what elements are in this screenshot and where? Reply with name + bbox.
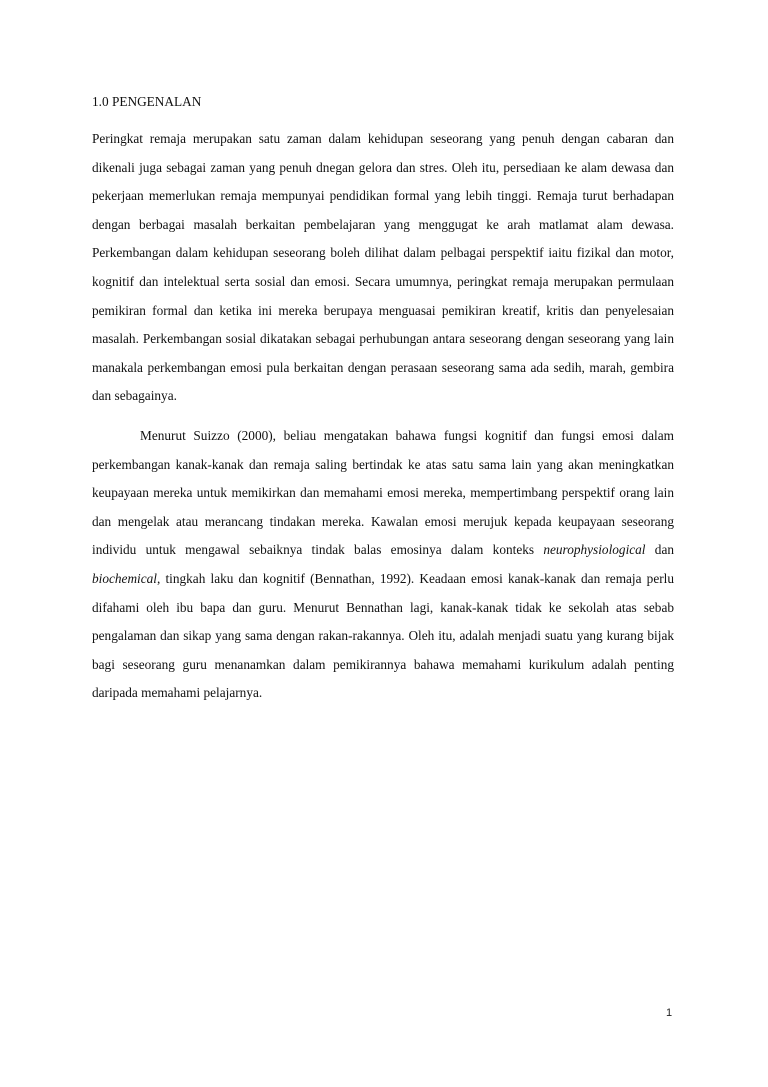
paragraph-suizzo bbox=[92, 422, 674, 708]
paragraph-text: , tingkah laku dan kognitif (Bennathan, 1992). Keadaan emosi kanak-kanak dan remaja perlu difahami oleh ibu bapa dan guru. Menurut Bennathan lagi, kanak-kanak tidak ke sekolah atas sebab pengalaman dan sikap yang sama dengan rakan-rakannya. Oleh itu, adalah menjadi suatu yang kurang bijak bagi seseorang guru menanamkan dalam pemikirannya bahawa memahami kurikulum adalah penting daripada memahami pelajarnya. bbox=[92, 570, 674, 701]
page-number: 1 bbox=[666, 1007, 673, 1019]
section-heading: 1.0 PENGENALAN bbox=[92, 94, 202, 109]
italic-term-biochemical: biochemical bbox=[92, 570, 157, 586]
paragraph-intro: Peringkat remaja merupakan satu zaman dalam kehidupan seseorang yang penuh dengan cabaran dan dikenali juga sebagai zaman yang penuh dnegan gelora dan stres. Oleh itu, persediaan ke alam dewasa dan pekerjaan memerlukan remaja mempunyai pendidikan formal yang lebih tinggi. Remaja turut berhadapan dengan berbagai masalah berkaitan pembelajaran yang menggugat ke arah matlamat alam dewasa. Perkembangan dalam kehidupan seseorang boleh dilihat dalam pelbagai perspektif iaitu fizikal dan motor, kognitif dan intelektual serta sosial dan emosi. Secara umumnya, peringkat remaja merupakan permulaan pemikiran formal dan ketika ini mereka berupaya menguasai pemikiran kreatif, kritis dan penyelesaian masalah. Perkembangan sosial dikatakan sebagai perhubungan antara seseorang dengan seseorang yang lain manakala perkembangan emosi pula berkaitan dengan perasaan seseorang sama ada sedih, marah, gembira dan sebagainya. bbox=[92, 131, 674, 404]
paragraph-text: dan bbox=[645, 542, 674, 558]
page-content bbox=[92, 92, 674, 719]
paragraph-text: Menurut Suizzo (2000), beliau mengatakan bahawa fungsi kognitif dan fungsi emosi dalam perkembangan kanak-kanak dan remaja saling bertindak ke atas satu sama lain yang akan meningkatkan keupayaan mereka untuk memikirkan dan memahami emosi mereka, mempertimbang perspektif orang lain dan mengelak atau merancang tindakan mereka. Kawalan emosi merujuk kepada keupayaan seseorang individu untuk mengawal sebaiknya tindak balas emosinya dalam konteks bbox=[92, 427, 674, 558]
italic-term-neurophysiological: neurophysiological bbox=[543, 542, 646, 558]
